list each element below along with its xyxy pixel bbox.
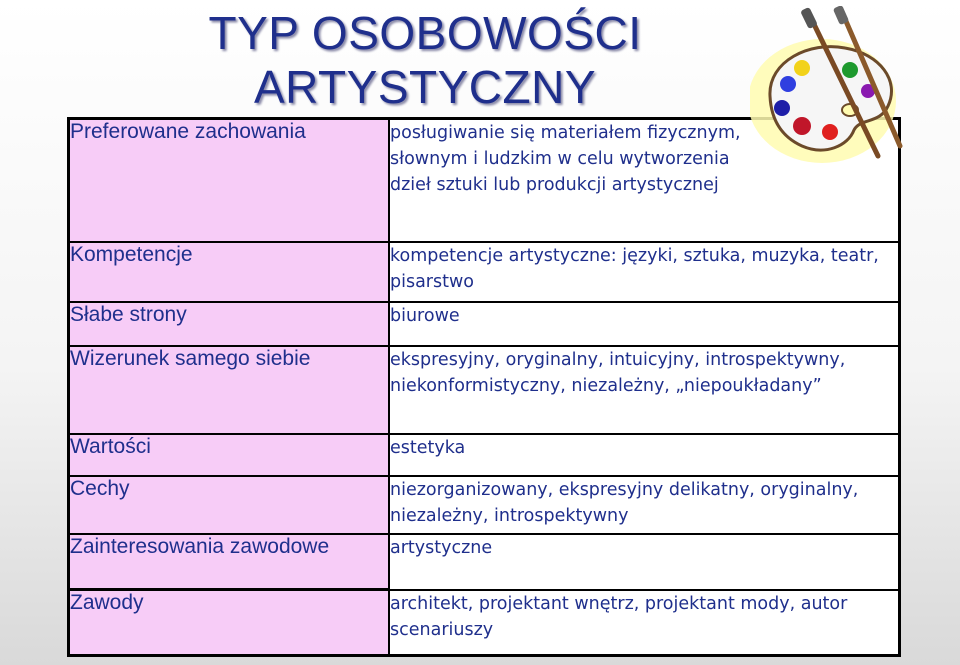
- row-label: Zainteresowania zawodowe: [69, 534, 390, 590]
- row-label: Kompetencje: [69, 242, 390, 302]
- table-row: [69, 590, 900, 656]
- personality-table: [67, 117, 901, 657]
- table-row: [69, 242, 900, 302]
- row-label: Wizerunek samego siebie: [69, 346, 390, 434]
- row-value: artystyczne: [389, 534, 900, 590]
- row-value: architekt, projektant wnętrz, projektant mody, autor scenariuszy: [389, 590, 900, 656]
- table-row: [69, 434, 900, 476]
- table-row: [69, 534, 900, 590]
- slide-title-line2: ARTYSTYCZNY: [253, 61, 597, 113]
- slide-title-line1: TYP OSOBOWOŚCI: [208, 7, 642, 59]
- paint-palette-icon: [750, 6, 960, 166]
- row-value: posługiwanie się materiałem fizycznym, słownym i ludzkim w celu wytworzenia dzieł sztuki lub produkcji artystycznej: [389, 119, 900, 242]
- row-label: Preferowane zachowania: [69, 119, 390, 242]
- row-value: niezorganizowany, ekspresyjny delikatny, oryginalny, niezależny, introspektywny: [389, 476, 900, 534]
- row-value: biurowe: [389, 302, 900, 346]
- row-value: kompetencje artystyczne: języki, sztuka, muzyka, teatr, pisarstwo: [389, 242, 900, 302]
- row-label: Zawody: [69, 590, 390, 656]
- table-row: [69, 302, 900, 346]
- row-label: Wartości: [69, 434, 390, 476]
- row-label: Słabe strony: [69, 302, 390, 346]
- row-value: estetyka: [389, 434, 900, 476]
- row-value: ekspresyjny, oryginalny, intuicyjny, introspektywny, niekonformistyczny, niezależny, „niepoukładany”: [389, 346, 900, 434]
- row-label: Cechy: [69, 476, 390, 534]
- table-row: [69, 346, 900, 434]
- table-row: [69, 476, 900, 534]
